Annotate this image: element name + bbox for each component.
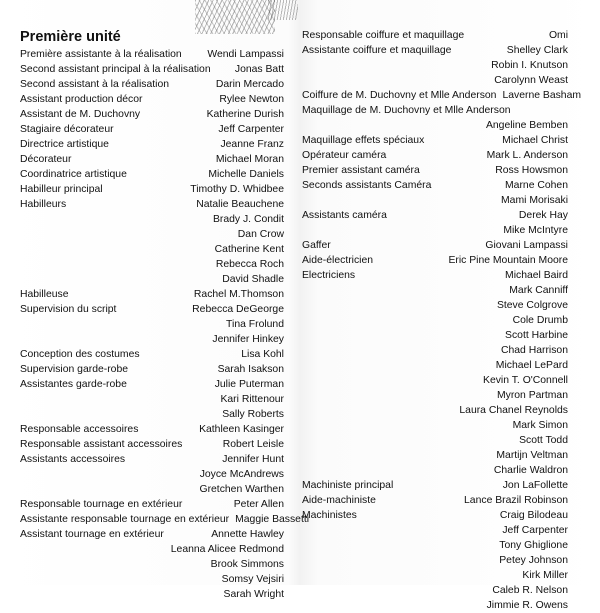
credit-name: Michael Christ — [502, 135, 568, 146]
credit-role: Assistant de M. Duchovny — [20, 109, 141, 120]
credit-row — [20, 107, 284, 122]
credit-name: Jimmie R. Owens — [486, 600, 568, 611]
credit-row — [302, 463, 568, 478]
credit-row — [20, 167, 284, 182]
credit-name: Jeff Carpenter — [502, 525, 568, 536]
credit-row — [20, 92, 284, 107]
credit-row — [20, 152, 284, 167]
credit-row — [302, 223, 568, 238]
credit-name: Timothy D. Whidbee — [190, 184, 284, 195]
credit-role: Habilleur principal — [20, 184, 103, 195]
credit-name: Scott Todd — [519, 435, 568, 446]
left-credits-column — [20, 28, 310, 602]
credit-name: Ross Howsmon — [495, 165, 568, 176]
credit-name: Eric Pine Mountain Moore — [448, 255, 568, 266]
credit-role: Responsable accessoires — [20, 424, 139, 435]
credit-role: Machinistes — [302, 510, 357, 521]
credit-row — [20, 197, 284, 212]
credit-name: Chad Harrison — [501, 345, 568, 356]
credit-role: Seconds assistants Caméra — [302, 180, 432, 191]
credit-row — [302, 133, 568, 148]
credit-name: Craig Bilodeau — [499, 510, 568, 521]
credit-name: Somsy Vejsiri — [221, 574, 284, 585]
credit-name: Jon LaFollette — [502, 480, 568, 491]
credit-row — [302, 28, 568, 43]
credit-name: Jennifer Hinkey — [212, 334, 284, 345]
credit-name: Charlie Waldron — [493, 465, 568, 476]
credit-name: Kirk Miller — [522, 570, 568, 581]
credit-name: Rebecca Roch — [215, 259, 284, 270]
credit-name: Kevin T. O'Connell — [483, 375, 568, 386]
credit-name: Lance Brazil Robinson — [464, 495, 568, 506]
credit-name: Laverne Basham — [502, 90, 582, 101]
credit-row — [302, 88, 582, 103]
credit-row — [302, 103, 568, 118]
credit-role: Assistants accessoires — [20, 454, 126, 465]
credit-row — [302, 583, 568, 598]
credit-role: Supervision du script — [20, 304, 117, 315]
credit-row — [302, 58, 568, 73]
credit-row — [302, 388, 568, 403]
credit-role: Second assistant à la réalisation — [20, 79, 170, 90]
section-title: Première unité — [20, 29, 121, 45]
credit-row — [302, 208, 568, 223]
credit-row — [20, 557, 284, 572]
credit-row — [20, 122, 284, 137]
credit-row — [302, 118, 568, 133]
credit-name: Marne Cohen — [505, 180, 568, 191]
credit-name: Mark L. Anderson — [486, 150, 568, 161]
credit-name: Myron Partman — [496, 390, 568, 401]
credit-row — [20, 362, 284, 377]
credit-name: Carolynn Weast — [494, 75, 568, 86]
credit-name: Robin I. Knutson — [491, 60, 568, 71]
credit-name: Brook Simmons — [210, 559, 284, 570]
credit-row — [302, 178, 568, 193]
credit-name: Michael Baird — [505, 270, 568, 281]
credit-row — [20, 422, 284, 437]
credit-row — [302, 298, 568, 313]
credit-row — [20, 272, 284, 287]
credit-role: Habilleurs — [20, 199, 67, 210]
credit-row — [302, 418, 568, 433]
credit-row — [302, 433, 568, 448]
credit-name: Mami Morisaki — [501, 195, 568, 206]
credit-row — [20, 257, 284, 272]
credit-name: Caleb R. Nelson — [492, 585, 568, 596]
credit-row — [302, 328, 568, 343]
credit-role: Aide-électricien — [302, 255, 374, 266]
credit-role: Responsable coiffure et maquillage — [302, 30, 465, 41]
credit-name: Wendi Lampassi — [207, 49, 284, 60]
credit-name: Julie Puterman — [214, 379, 284, 390]
credit-name: Mike McIntyre — [503, 225, 568, 236]
credit-role: Maquillage de M. Duchovny et Mlle Anderson — [302, 105, 511, 116]
left-credit-list — [20, 47, 310, 602]
credit-row — [302, 43, 568, 58]
credit-name: Joyce McAndrews — [199, 469, 284, 480]
credit-name: Michael LePard — [495, 360, 568, 371]
credit-name: Robert Leisle — [222, 439, 284, 450]
credit-row — [302, 193, 568, 208]
credit-name: Brady J. Condit — [212, 214, 284, 225]
credit-row — [302, 73, 568, 88]
right-credit-list — [302, 28, 582, 613]
credit-name: Steve Colgrove — [496, 300, 568, 311]
credit-row — [20, 452, 284, 467]
credit-row — [20, 482, 284, 497]
credit-role: Machiniste principal — [302, 480, 394, 491]
credit-row — [20, 407, 284, 422]
credit-row — [302, 148, 568, 163]
credit-role: Assistante responsable tournage en extérieur — [20, 514, 230, 525]
credit-row — [20, 137, 284, 152]
credit-role: Premier assistant caméra — [302, 165, 420, 176]
credit-row — [20, 542, 284, 557]
credit-row — [20, 287, 284, 302]
credit-role: Coordinatrice artistique — [20, 169, 127, 180]
credit-row — [20, 497, 284, 512]
credit-name: Jonas Batt — [234, 64, 284, 75]
credit-name: Jennifer Hunt — [222, 454, 284, 465]
credit-row — [20, 77, 284, 92]
credit-name: Katherine Durish — [206, 109, 284, 120]
credit-name: Gretchen Warthen — [199, 484, 284, 495]
credit-name: Omi — [548, 30, 568, 41]
credit-row — [20, 527, 284, 542]
credit-name: Michael Moran — [215, 154, 284, 165]
credit-name: Jeanne Franz — [220, 139, 284, 150]
credit-name: Sally Roberts — [222, 409, 284, 420]
credit-name: Sarah Isakson — [217, 364, 284, 375]
credit-row — [20, 347, 284, 362]
credit-name: Cole Drumb — [512, 315, 568, 326]
credit-name: Rachel M.Thomson — [193, 289, 284, 300]
credit-role: Opérateur caméra — [302, 150, 387, 161]
right-credits-column — [302, 28, 582, 613]
credit-name: Natalie Beauchene — [196, 199, 284, 210]
credit-row — [302, 403, 568, 418]
credit-row — [20, 212, 284, 227]
credit-role: Décorateur — [20, 154, 72, 165]
credit-role: Supervision garde-robe — [20, 364, 129, 375]
credit-role: Assistant tournage en extérieur — [20, 529, 164, 540]
credit-row — [302, 493, 568, 508]
decorative-artwork-fragment — [268, 0, 298, 20]
credit-row — [20, 377, 284, 392]
credit-role: Responsable assistant accessoires — [20, 439, 183, 450]
credit-row — [20, 587, 284, 602]
credit-role: Conception des costumes — [20, 349, 140, 360]
credit-name: Giovani Lampassi — [485, 240, 568, 251]
credit-name: Rebecca DeGeorge — [192, 304, 284, 315]
credit-row — [302, 313, 568, 328]
credit-name: Mark Canniff — [509, 285, 568, 296]
credit-name: Dan Crow — [237, 229, 284, 240]
credit-row — [302, 553, 568, 568]
credit-name: David Shadle — [222, 274, 284, 285]
credit-role: Electriciens — [302, 270, 356, 281]
credit-row — [20, 512, 310, 527]
credit-role: Gaffer — [302, 240, 331, 251]
credit-row — [20, 47, 284, 62]
credit-row — [20, 62, 284, 77]
credit-name: Martijn Veltman — [496, 450, 568, 461]
credit-name: Sarah Wright — [223, 589, 284, 600]
credit-name: Leanna Alicee Redmond — [170, 544, 284, 555]
credit-role: Habilleuse — [20, 289, 69, 300]
credit-row — [302, 598, 568, 613]
credit-name: Catherine Kent — [214, 244, 284, 255]
credit-name: Tony Ghiglione — [499, 540, 568, 551]
credit-name: Peter Allen — [233, 499, 284, 510]
credit-name: Jeff Carpenter — [218, 124, 284, 135]
credit-role: Stagiaire décorateur — [20, 124, 114, 135]
credit-row — [302, 523, 568, 538]
credit-name: Mark Simon — [512, 420, 568, 431]
credit-name: Darin Mercado — [215, 79, 284, 90]
credit-role: Première assistante à la réalisation — [20, 49, 182, 60]
credit-row — [20, 467, 284, 482]
credit-row — [302, 343, 568, 358]
credit-name: Annette Hawley — [211, 529, 284, 540]
credit-role: Assistants caméra — [302, 210, 387, 221]
credit-row — [20, 242, 284, 257]
credit-name: Rylee Newton — [219, 94, 284, 105]
credit-row — [20, 317, 284, 332]
credit-row — [20, 392, 284, 407]
credit-name: Michelle Daniels — [208, 169, 284, 180]
credit-row — [302, 253, 568, 268]
credit-row — [302, 508, 568, 523]
credit-role: Responsable tournage en extérieur — [20, 499, 183, 510]
credit-name: Petey Johnson — [499, 555, 568, 566]
credit-row — [302, 358, 568, 373]
credit-row — [20, 302, 284, 317]
credit-name: Maggie Bassetti — [235, 514, 310, 525]
credit-role: Directrice artistique — [20, 139, 109, 150]
credit-row — [302, 283, 568, 298]
credit-name: Derek Hay — [518, 210, 568, 221]
credit-role: Second assistant principal à la réalisation — [20, 64, 211, 75]
credit-row — [302, 568, 568, 583]
credit-role: Assistant production décor — [20, 94, 143, 105]
credit-name: Kari Rittenour — [220, 394, 284, 405]
credit-role: Maquillage effets spéciaux — [302, 135, 425, 146]
credit-role: Assistantes garde-robe — [20, 379, 127, 390]
credit-row — [302, 373, 568, 388]
credit-name: Scott Harbine — [505, 330, 568, 341]
credit-role: Coiffure de M. Duchovny et Mlle Anderson — [302, 90, 497, 101]
credit-row — [302, 538, 568, 553]
credit-row — [20, 227, 284, 242]
credit-row — [302, 478, 568, 493]
credit-row — [20, 332, 284, 347]
credit-row — [20, 437, 284, 452]
credit-role: Assistante coiffure et maquillage — [302, 45, 452, 56]
credit-role: Aide-machiniste — [302, 495, 376, 506]
credit-name: Shelley Clark — [506, 45, 568, 56]
credit-name: Laura Chanel Reynolds — [459, 405, 568, 416]
credit-name: Kathleen Kasinger — [199, 424, 284, 435]
credit-row — [20, 182, 284, 197]
credit-row — [302, 268, 568, 283]
credit-name: Tina Frolund — [226, 319, 284, 330]
credit-row — [302, 448, 568, 463]
credit-name: Lisa Kohl — [241, 349, 284, 360]
credit-row — [302, 163, 568, 178]
credit-row — [302, 238, 568, 253]
credit-name: Angeline Bemben — [485, 120, 568, 131]
